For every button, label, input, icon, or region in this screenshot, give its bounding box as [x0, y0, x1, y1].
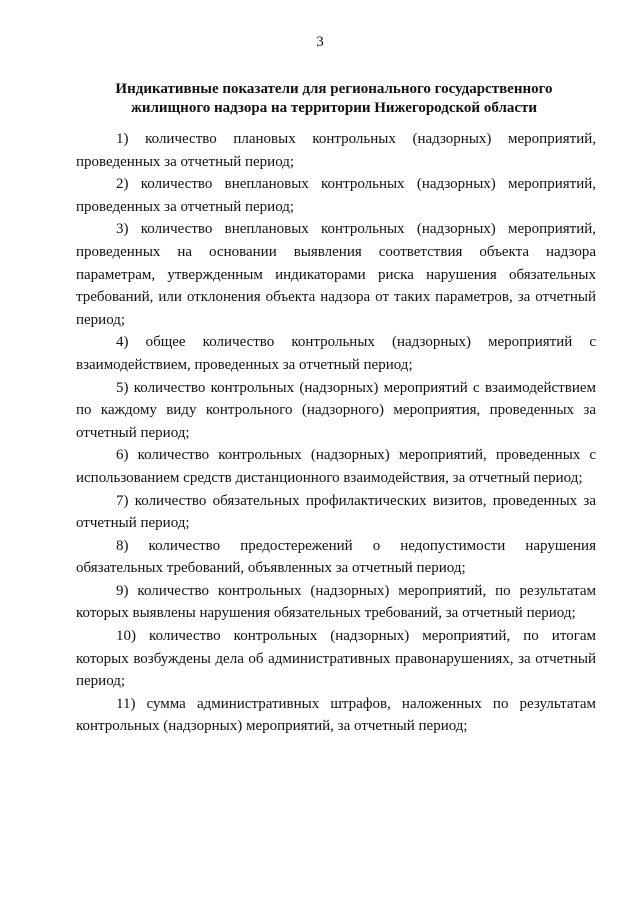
indicator-item-6: 6) количество контрольных (надзорных) мероприятий, проведенных с использованием средств дистанционного взаимодействия, за отчетный период;: [76, 447, 596, 486]
indicator-item-10: 10) количество контрольных (надзорных) мероприятий, по итогам которых возбуждены дела об административных правонарушениях, за отчетный период;: [76, 628, 596, 690]
document-body: [76, 128, 596, 738]
title-line-2: жилищного надзора на территории Нижегородской области: [130, 100, 538, 116]
indicator-item-9: 9) количество контрольных (надзорных) мероприятий, по результатам которых выявлены нарушения обязательных требований, за отчетный период;: [76, 582, 596, 622]
indicator-item-8: 8) количество предостережений о недопустимости нарушения обязательных требований, объявленных за отчетный период;: [76, 537, 596, 577]
indicator-item-4: 4) общее количество контрольных (надзорных) мероприятий с взаимодействием, проведенных за отчетный период;: [76, 334, 596, 373]
page-number: 3: [316, 34, 324, 50]
indicator-item-11: 11) сумма административных штрафов, наложенных по результатам контрольных (надзорных) мероприятий, за отчетный период;: [76, 695, 596, 735]
document-title: [72, 80, 596, 118]
indicator-item-3: 3) количество внеплановых контрольных (надзорных) мероприятий, проведенных на основании выявления соответствия объекта надзора параметрам, утвержденным индикаторами риска нарушения обязательных требований, или отклонения объекта надзора от таких параметров, за отчетный период;: [76, 221, 596, 328]
indicator-item-1: 1) количество плановых контрольных (надзорных) мероприятий, проведенных за отчетный период;: [76, 131, 596, 170]
indicator-item-7: 7) количество обязательных профилактических визитов, проведенных за отчетный период;: [76, 492, 596, 532]
title-line-1: Индикативные показатели для регионального государственного: [115, 81, 553, 97]
indicator-item-2: 2) количество внеплановых контрольных (надзорных) мероприятий, проведенных за отчетный период;: [76, 176, 596, 215]
indicator-item-5: 5) количество контрольных (надзорных) мероприятий с взаимодействием по каждому виду контрольного (надзорного) мероприятия, проведенных за отчетный период;: [76, 379, 596, 441]
